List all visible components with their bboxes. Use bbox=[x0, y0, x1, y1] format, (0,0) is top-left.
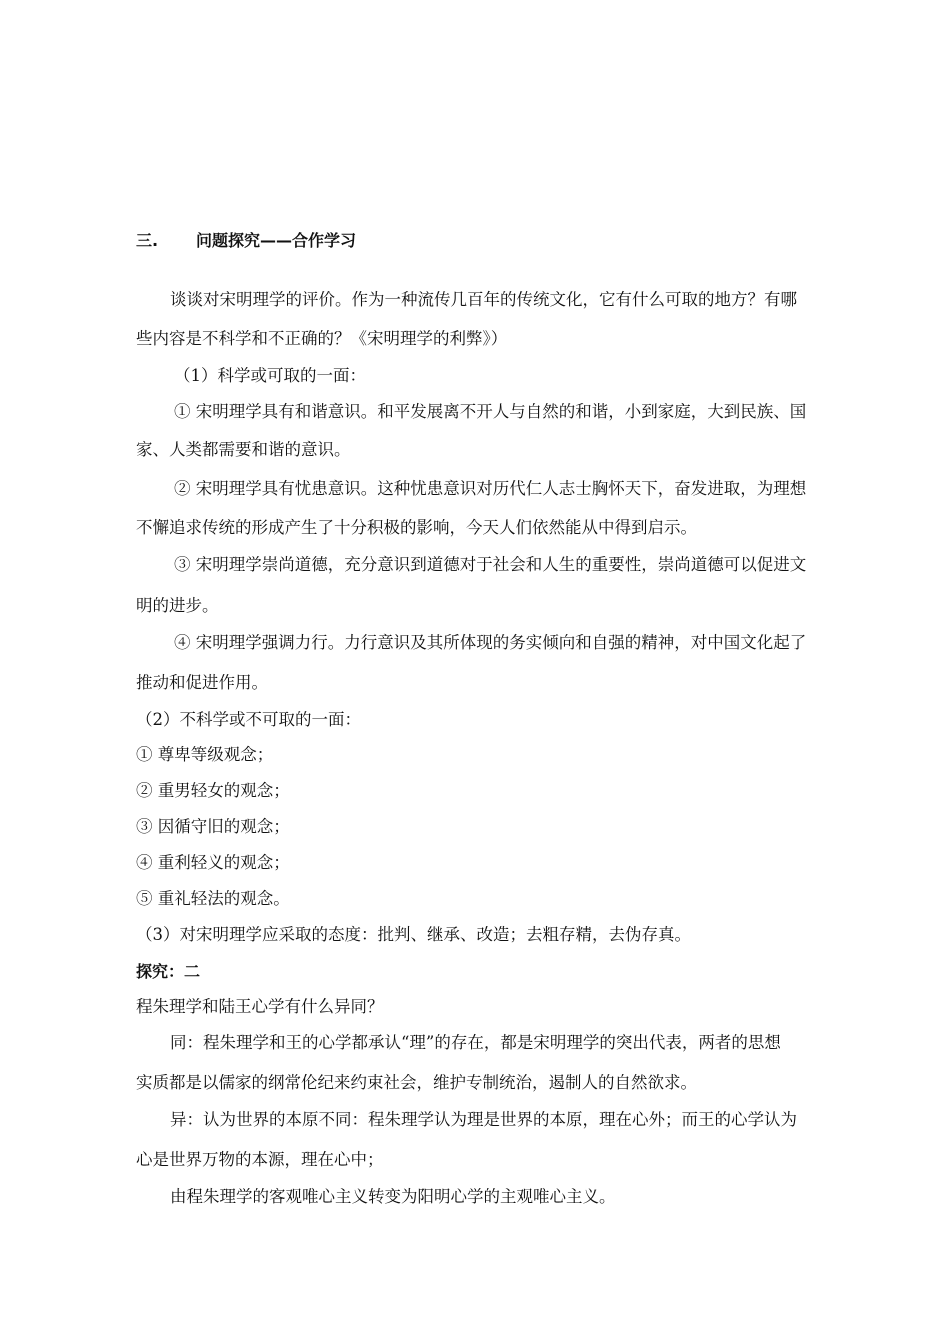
part1-item1-line1: ① 宋明理学具有和谐意识。和平发展离不开人与自然的和谐，小到家庭，大到民族、国 bbox=[174, 402, 807, 421]
explore2-diff-line1: 异：认为世界的本原不同：程朱理学认为理是世界的本原，理在心外；而王的心学认为 bbox=[170, 1110, 797, 1129]
explore2-heading: 探究：二 bbox=[136, 962, 201, 981]
part2-item: ④ 重利轻义的观念； bbox=[136, 853, 290, 872]
part2-item: ② 重男轻女的观念； bbox=[136, 781, 290, 800]
part2-item: ③ 因循守旧的观念； bbox=[136, 817, 290, 836]
intro-line-2: 些内容是不科学和不正确的？《宋明理学的利弊》） bbox=[136, 329, 508, 348]
explore2-same-line1: 同：程朱理学和王的心学都承认“理”的存在，都是宋明理学的突出代表，两者的思想 bbox=[170, 1033, 781, 1052]
part1-item4-line2: 推动和促进作用。 bbox=[136, 673, 268, 692]
part1-item4-line1: ④ 宋明理学强调力行。力行意识及其所体现的务实倾向和自强的精神，对中国文化起了 bbox=[174, 633, 807, 652]
part1-item2-line1: ② 宋明理学具有忧患意识。这种忧患意识对历代仁人志士胸怀天下，奋发进取，为理想 bbox=[174, 479, 807, 498]
part1-item1-line2: 家、人类都需要和谐的意识。 bbox=[136, 440, 351, 459]
part1-item3-line1: ③ 宋明理学崇尚道德，充分意识到道德对于社会和人生的重要性，崇尚道德可以促进文 bbox=[174, 555, 807, 574]
part1-item3-line2: 明的进步。 bbox=[136, 596, 219, 615]
intro-line-1: 谈谈对宋明理学的评价。作为一种流传几百年的传统文化，它有什么可取的地方？有哪 bbox=[170, 290, 797, 309]
explore2-diff-line2: 心是世界万物的本源，理在心中； bbox=[136, 1150, 384, 1169]
section-title: 问题探究——合作学习 bbox=[196, 231, 357, 250]
part1-item2-line2: 不懈追求传统的形成产生了十分积极的影响，今天人们依然能从中得到启示。 bbox=[136, 518, 697, 537]
explore2-question: 程朱理学和陆王心学有什么异同？ bbox=[136, 997, 384, 1016]
explore2-same-line2: 实质都是以儒家的纲常伦纪来约束社会，维护专制统治，遏制人的自然欲求。 bbox=[136, 1073, 697, 1092]
part2-item: ① 尊卑等级观念； bbox=[136, 745, 274, 764]
part1-heading: （1）科学或可取的一面： bbox=[174, 366, 366, 385]
part2-heading: （2）不科学或不可取的一面： bbox=[136, 710, 361, 729]
part3-text: （3）对宋明理学应采取的态度：批判、继承、改造；去粗存精，去伪存真。 bbox=[136, 925, 691, 944]
section-number: 三. bbox=[136, 231, 159, 250]
explore2-conclusion: 由程朱理学的客观唯心主义转变为阳明心学的主观唯心主义。 bbox=[170, 1187, 616, 1206]
part2-item: ⑤ 重礼轻法的观念。 bbox=[136, 889, 290, 908]
